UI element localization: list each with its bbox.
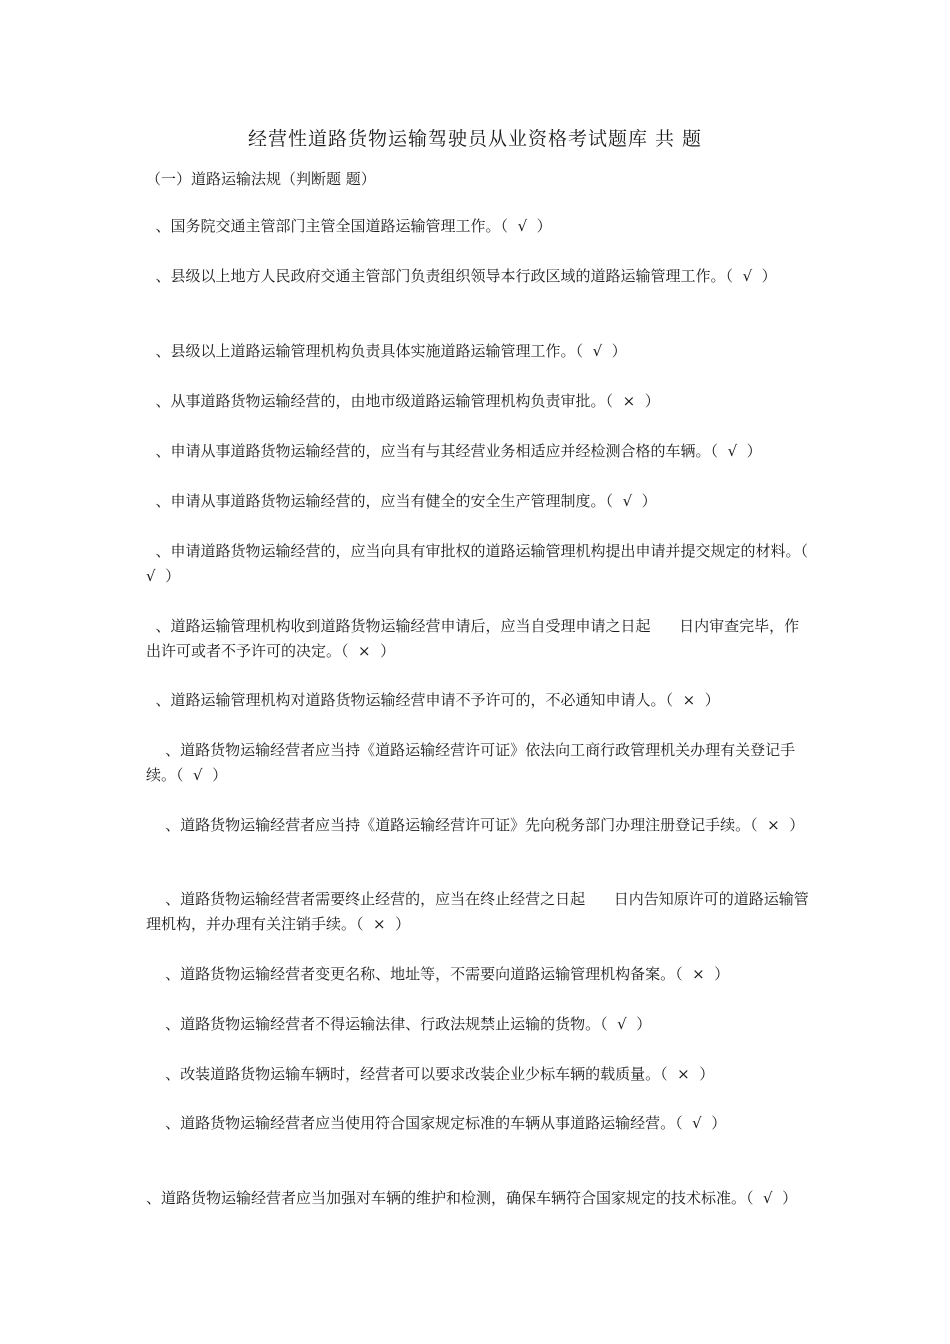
question-9: 、道路运输管理机构对道路货物运输经营申请不予许可的，不必通知申请人。（ × ） bbox=[146, 691, 720, 709]
question-7: 、申请道路货物运输经营的，应当向具有审批权的道路运输管理机构提出申请并提交规定的材料。（ √ ） bbox=[146, 542, 818, 585]
question-17: 、道路货物运输经营者应当加强对车辆的维护和检测，确保车辆符合国家规定的技术标准。（ √ ） bbox=[146, 1164, 798, 1207]
question-6: 、申请从事道路货物运输经营的，应当有健全的安全生产管理制度。（ √ ） bbox=[146, 492, 657, 510]
question-11: 、道路货物运输经营者应当持《道路运输经营许可证》先向税务部门办理注册登记手续。（ × ） bbox=[146, 816, 805, 834]
question-15: 、改装道路货物运输车辆时，经营者可以要求改装企业少标车辆的载质量。（ × ） bbox=[146, 1065, 715, 1083]
question-13: 、道路货物运输经营者变更名称、地址等，不需要向道路运输管理机构备案。（ × ） bbox=[146, 965, 730, 983]
section-heading: （一）道路运输法规（判断题 题） bbox=[146, 170, 376, 188]
question-16: 、道路货物运输经营者应当使用符合国家规定标准的车辆从事道路运输经营。（ √ ） bbox=[146, 1114, 727, 1132]
question-12: 、道路货物运输经营者需要终止经营的，应当在终止经营之日起 日内告知原许可的道路运输管理机构，并办理有关注销手续。（ × ） bbox=[146, 890, 809, 933]
question-2: 、县级以上地方人民政府交通主管部门负责组织领导本行政区域的道路运输管理工作。（ √ ） bbox=[146, 267, 777, 285]
question-4: 、从事道路货物运输经营的，由地市级道路运输管理机构负责审批。（ × ） bbox=[146, 392, 660, 410]
question-8: 、道路运输管理机构收到道路货物运输经营申请后，应当自受理申请之日起 日内审查完毕，作出许可或者不予许可的决定。（ × ） bbox=[146, 617, 800, 660]
question-1: 、国务院交通主管部门主管全国道路运输管理工作。（ √ ） bbox=[146, 217, 552, 235]
question-10: 、道路货物运输经营者应当持《道路运输经营许可证》依法向工商行政管理机关办理有关登记手续。（ √ ） bbox=[146, 741, 796, 784]
question-3: 、县级以上道路运输管理机构负责具体实施道路运输管理工作。（ √ ） bbox=[146, 342, 627, 360]
question-5: 、申请从事道路货物运输经营的，应当有与其经营业务相适应并经检测合格的车辆。（ √ ） bbox=[146, 442, 762, 460]
question-14: 、道路货物运输经营者不得运输法律、行政法规禁止运输的货物。（ √ ） bbox=[146, 1015, 652, 1033]
document-title: 经营性道路货物运输驾驶员从业资格考试题库 共 题 bbox=[247, 128, 703, 150]
